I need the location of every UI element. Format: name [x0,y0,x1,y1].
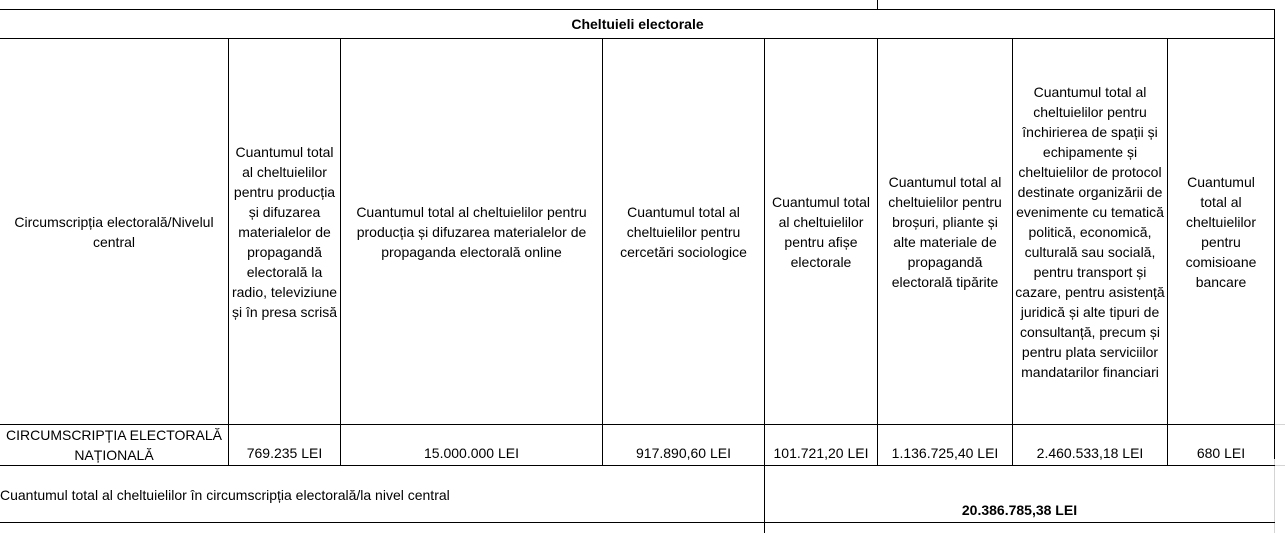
cell-online-expenses: 15.000.000 LEI [424,445,519,461]
cell-rentals-events: 2.460.533,18 LEI [1036,445,1144,461]
cell-sociological-research: 917.890,60 LEI [636,445,731,461]
header-constituency: Circumscripția electorală/Nivelul central [14,213,214,250]
cell-posters: 101.721,20 LEI [773,445,869,461]
header-sociological-research: Cuantumul total al cheltuielilor pentru cercetări sociologice [620,203,747,260]
header-brochures: Cuantumul total al cheltuielilor pentru broșuri, pliante și alte materiale de propagandă electorală tipărite [888,173,1002,290]
header-online-expenses: Cuantumul total al cheltuielilor pentru producția și difuzarea materialelor de propaganda electorală online [356,203,587,260]
header-bank-fees: Cuantumul total al cheltuielilor pentru comisioane bancare [1185,173,1257,290]
header-posters: Cuantumul total al cheltuielilor pentru afișe electorale [771,193,871,270]
grid-line [877,0,878,9]
total-value: 20.386.785,38 LEI [961,502,1078,518]
section-title: Cheltuieli electorale [571,16,704,32]
cell-bank-fees: 680 LEI [1196,445,1246,461]
row-constituency: CIRCUMSCRIPȚIA ELECTORALĂ NAȚIONALĂ [5,427,222,463]
cell-brochures: 1.136.725,40 LEI [891,445,999,461]
header-media-expenses: Cuantumul total al cheltuielilor pentru producția și difuzarea materialelor de propagandă electorală la radio, televiziune și în presa scrisă [231,143,338,320]
grid-line [0,522,1275,523]
total-label: Cuantumul total al cheltuielilor în circumscripția electorală/la nivel central [0,487,450,503]
header-rentals-events: Cuantumul total al cheltuielilor pentru închirierea de spații și echipamente și cheltuielilor de protocol destinate organizării de evenimente cu tematică politică, economică, culturală sau socială, pentru transport și cazare, pentru asistență juridică și alte tipuri de consultanță, precum și pentru plata serviciilor mandatarilor financiari [1015,83,1165,380]
cell-media-expenses: 769.235 LEI [246,445,323,461]
grid-line [1274,9,1275,459]
grid-line [1275,424,1285,425]
grid-line [1275,465,1285,466]
